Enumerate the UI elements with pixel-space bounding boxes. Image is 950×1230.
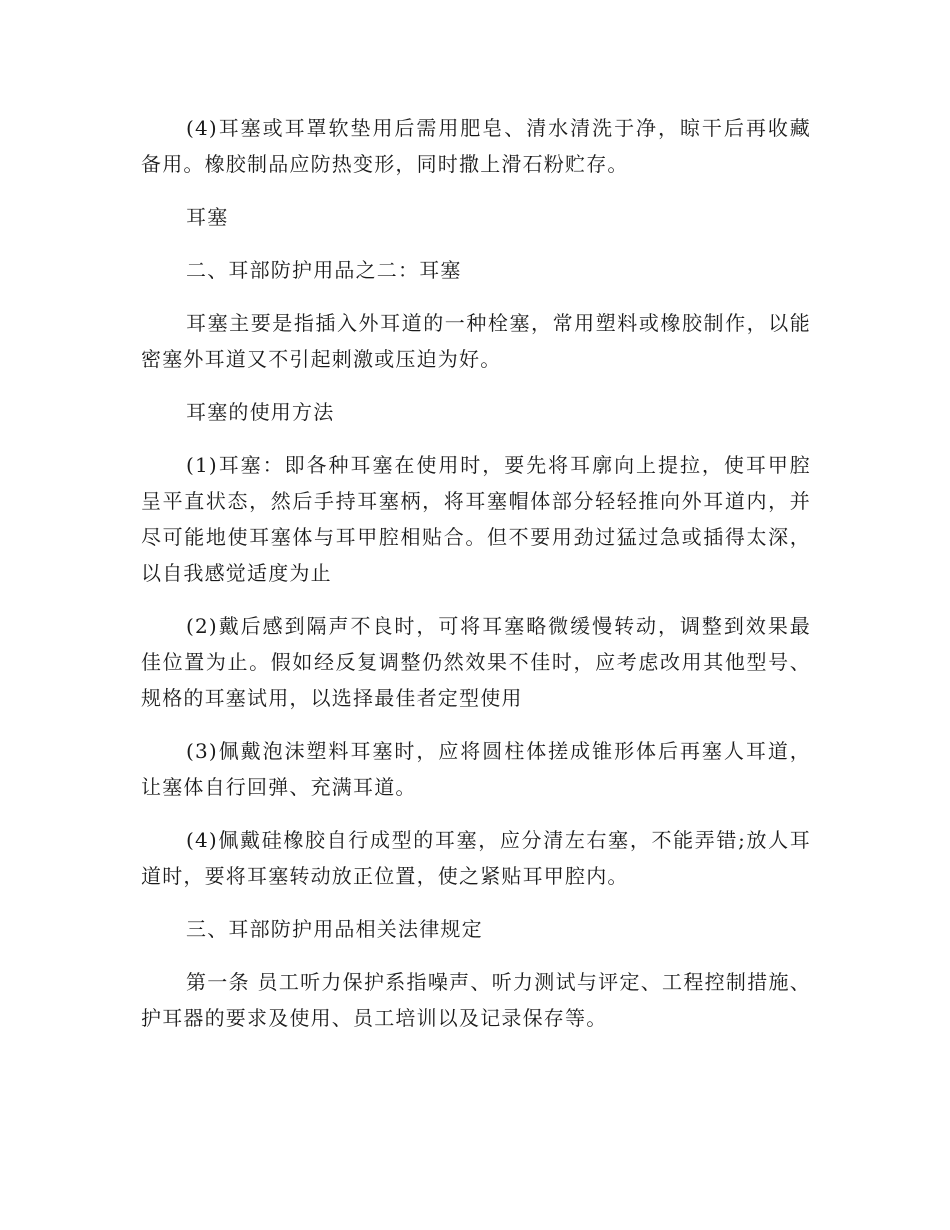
paragraph-usage-step-2: (2)戴后感到隔声不良时，可将耳塞略微缓慢转动，调整到效果最佳位置为止。假如经反复调整仍然效果不佳时，应考虑改用其他型号、规格的耳塞试用，以选择最佳者定型使用 (141, 614, 811, 710)
heading-earplug: 耳塞 (186, 205, 229, 229)
paragraph-usage-step-1: (1)耳塞：即各种耳塞在使用时，要先将耳廓向上提拉，使耳甲腔呈平直状态，然后手持耳塞柄，将耳塞帽体部分轻轻推向外耳道内，并尽可能地使耳塞体与耳甲腔相贴合。但不要用劲过猛过急或插得太深，以自我感觉适度为止 (141, 453, 811, 585)
section-heading-three: 三、耳部防护用品相关法律规定 (186, 917, 483, 941)
paragraph-article-one: 第一条 员工听力保护系指噪声、听力测试与评定、工程控制措施、护耳器的要求及使用、员工培训以及记录保存等。 (141, 970, 811, 1030)
document-body (141, 110, 811, 1053)
paragraph-earplug-definition: 耳塞主要是指插入外耳道的一种栓塞，常用塑料或橡胶制作，以能密塞外耳道又不引起刺激或压迫为好。 (141, 311, 811, 371)
paragraph-usage-step-4: (4)佩戴硅橡胶自行成型的耳塞，应分清左右塞，不能弄错;放人耳道时，要将耳塞转动放正位置，使之紧贴耳甲腔内。 (141, 828, 811, 888)
heading-earplug-usage: 耳塞的使用方法 (186, 400, 335, 424)
section-heading-two: 二、耳部防护用品之二：耳塞 (186, 258, 462, 282)
paragraph-earmuff-cleaning: (4)耳塞或耳罩软垫用后需用肥皂、清水清洗于净，晾干后再收藏备用。橡胶制品应防热变形，同时撒上滑石粉贮存。 (141, 116, 811, 176)
paragraph-usage-step-3: (3)佩戴泡沫塑料耳塞时，应将圆柱体搓成锥形体后再塞人耳道，让塞体自行回弹、充满耳道。 (141, 739, 811, 799)
